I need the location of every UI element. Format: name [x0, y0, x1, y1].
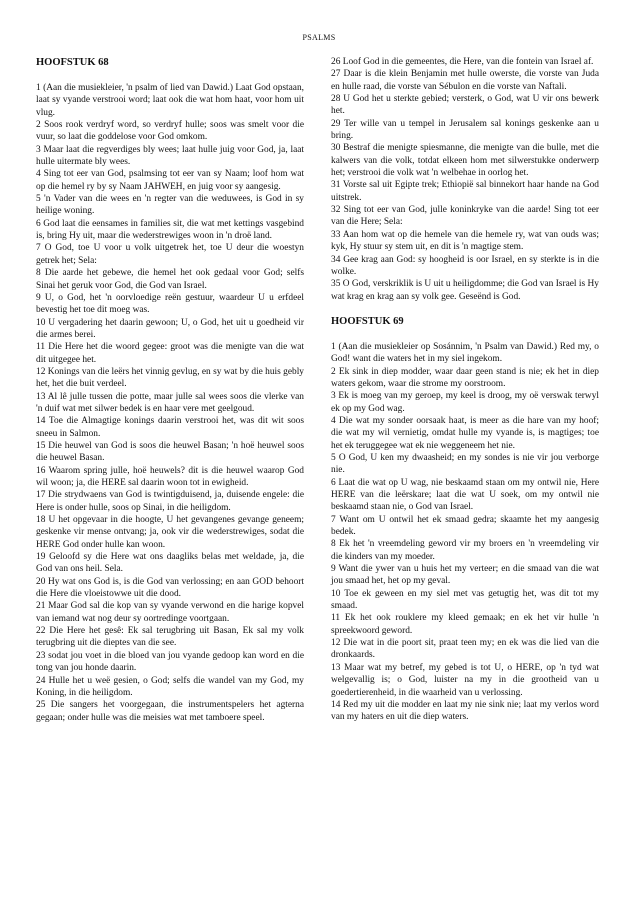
chapter-heading-68: HOOFSTUK 68: [36, 57, 109, 68]
verse-list-68: [36, 82, 304, 724]
verse: 4 Sing tot eer van God, psalmsing tot eer van sy Naam; loof hom wat op die hemel ry by sy Naam JAHWEH, en juig voor sy aangesig.: [36, 169, 304, 192]
verse: 32 Sing tot eer van God, julle koninkryke van die aarde! Sing tot eer van die Here; Sela:: [331, 205, 599, 228]
verse: 16 Waarom spring julle, hoë heuwels? dit is die heuwel waarop God wil woon; ja, die HERE sal daarin woon tot in ewigheid.: [36, 465, 304, 488]
verse: 13 Maar wat my betref, my gebed is tot U, o HERE, op 'n tyd wat welgevallig is; o God, luister na my in die grootheid van u goedertierenheid, in die waarheid van u verlossing.: [331, 662, 599, 698]
verse: 3 Ek is moeg van my geroep, my keel is droog, my oë verswak terwyl ek op my God wag.: [331, 391, 599, 414]
verse: 6 God laat die eensames in families sit, die wat met kettings vasgebind is, bring Hy uit, maar die wederstrewiges woon in 'n droë land.: [36, 218, 304, 242]
verse-list-68-continued: [331, 56, 599, 303]
verse: 29 Ter wille van u tempel in Jerusalem sal konings geskenke aan u bring.: [331, 118, 599, 142]
verse: 30 Bestraf die menigte spiesmanne, die menigte van die bulle, met die kalwers van die volk, totdat elkeen hom met silwerstukke onderwerp het; verstrooi die volk wat 'n welbehae in oorlog het.: [331, 143, 599, 179]
verse: 17 Die strydwaens van God is twintigduisend, ja, duisende engele: die Here is onder hulle, soos op Sinai, in die heiligdom.: [36, 490, 304, 513]
verse: 11 Die Here het die woord gegee: groot was die menigte van die wat dit uitgegee het.: [36, 342, 304, 365]
left-column: [36, 56, 304, 724]
verse: 13 Al lê julle tussen die potte, maar julle sal wees soos die vlerke van 'n duif wat met silwer bedek is en haar vere met geelgoud.: [36, 391, 304, 414]
verse: 31 Vorste sal uit Egipte trek; Ethiopië sal binnekort haar hande na God uitstrek.: [331, 180, 599, 203]
verse: 14 Toe die Almagtige konings daarin verstrooi het, was dit wit soos sneeu in Salmon.: [36, 416, 304, 439]
verse: 35 O God, verskriklik is U uit u heiligdomme; die God van Israel is Hy wat krag en krag aan sy volk gee. Geseënd is God.: [331, 279, 599, 302]
verse: 2 Soos rook verdryf word, so verdryf hulle; soos was smelt voor die vuur, so laat die goddelose voor God omkom.: [36, 120, 304, 143]
verse: 33 Aan hom wat op die hemele van die hemele ry, wat van ouds was; kyk, Hy stuur sy stem uit, en dit is 'n magtige stem.: [331, 229, 599, 253]
verse: 2 Ek sink in diep modder, waar daar geen stand is nie; ek het in diep waters gekom, waar die strome my oorstroom.: [331, 366, 599, 389]
verse: 5 O God, U ken my dwaasheid; en my sondes is nie vir jou verborge nie.: [331, 452, 599, 476]
verse: 25 Die sangers het voorgegaan, die instrumentspelers het agterna gegaan; onder hulle was die meisies wat met tamboere speel.: [36, 700, 304, 723]
verse: 23 sodat jou voet in die bloed van jou vyande gedoop kan word en die tong van jou honde daarin.: [36, 650, 304, 674]
verse: 22 Die Here het gesê: Ek sal terugbring uit Basan, Ek sal my volk terugbring uit die dieptes van die see.: [36, 626, 304, 649]
verse: 8 Ek het 'n vreemdeling geword vir my broers en 'n vreemdeling vir die kinders van my moeder.: [331, 539, 599, 562]
verse: 15 Die heuwel van God is soos die heuwel Basan; 'n hoë heuwel soos die heuwel Basan.: [36, 440, 304, 464]
verse: 6 Laat die wat op U wag, nie beskaamd staan om my ontwil nie, Here HERE van die leërskare; laat die wat U soek, om my ontwil nie beskaamd staan nie, o God van Israel.: [331, 477, 599, 513]
verse: 1 (Aan die musiekleier op Sosánnim, 'n Psalm van Dawid.) Red my, o God! want die waters het in my siel ingekom.: [331, 341, 599, 365]
right-column: [331, 56, 599, 724]
verse: 5 'n Vader van die wees en 'n regter van die weduwees, is God in sy heilige woning.: [36, 194, 304, 217]
running-head: PSALMS: [302, 33, 336, 42]
verse: 19 Geloofd sy die Here wat ons daagliks belas met weldade, ja, die God van ons heil. Sela.: [36, 552, 304, 575]
verse: 28 U God het u sterkte gebied; versterk, o God, wat U vir ons bewerk het.: [331, 94, 599, 117]
verse-list-69: [331, 341, 599, 724]
verse: 14 Red my uit die modder en laat my nie sink nie; laat my verlos word van my haters en uit die diep waters.: [331, 699, 599, 723]
verse: 1 (Aan die musiekleier, 'n psalm of lied van Dawid.) Laat God opstaan, laat sy vyande verstrooi word; laat ook die wat hom haat, voor hom uit vlug.: [36, 83, 304, 118]
verse: 24 Hulle het u weë gesien, o God; selfs die wandel van my God, my Koning, in die heiligdom.: [36, 675, 304, 698]
verse: 10 Toe ek geween en my siel met vas getugtig het, was dit tot my smaad.: [331, 588, 599, 612]
chapter-spacer: [331, 303, 599, 315]
verse: 12 Die wat in die poort sit, praat teen my; en ek was die lied van die dronkaards.: [331, 638, 599, 661]
verse: 10 U vergadering het daarin gewoon; U, o God, het uit u goedheid vir die armes berei.: [36, 317, 304, 340]
verse: 26 Loof God in die gemeentes, die Here, van die fontein van Israel af.: [331, 57, 594, 67]
verse: 34 Gee krag aan God: sy hoogheid is oor Israel, en sy sterkte is in die wolke.: [331, 254, 599, 277]
verse: 7 Want om U ontwil het ek smaad gedra; skaamte het my aangesig bedek.: [331, 514, 599, 538]
verse: 27 Daar is die klein Benjamin met hulle owerste, die vorste van Juda en hulle raad, die vorste van Sébulon en die vorste van Naftali.: [331, 69, 599, 92]
verse: 8 Die aarde het gebewe, die hemel het ook gedaal voor God; selfs Sinai het geruk voor God, die God van Israel.: [36, 268, 304, 291]
verse: 7 O God, toe U voor u volk uitgetrek het, toe U deur die woestyn getrek het; Sela:: [36, 243, 304, 266]
chapter-heading-69: HOOFSTUK 69: [331, 315, 404, 327]
verse: 20 Hy wat ons God is, is die God van verlossing; en aan GOD behoort die Here die vloeistowwe uit die dood.: [36, 576, 304, 600]
verse: 21 Maar God sal die kop van sy vyande verwond en die harige kopvel van iemand wat nog deur sy oortredinge voortgaan.: [36, 601, 304, 624]
verse: 3 Maar laat die regverdiges bly wees; laat hulle juig voor God, ja, laat hulle uitermate bly wees.: [36, 144, 304, 168]
verse: 12 Konings van die leërs het vinnig gevlug, en sy wat by die huis gebly het, het die buit verdeel.: [36, 366, 304, 390]
verse: 18 U het opgevaar in die hoogte, U het gevangenes gevange geneem; geskenke vir mense ontvang; ja, ook vir die wederstrewiges, sodat die HERE God onder hulle kan woon.: [36, 515, 304, 550]
verse: 4 Die wat my sonder oorsaak haat, is meer as die hare van my hoof; die wat my wil vernietig, omdat hulle my vyande is, is magtiges; toe het ek teruggegee wat ek nie weggeneem het nie.: [331, 415, 599, 451]
verse: 9 U, o God, het 'n oorvloedige reën gestuur, waardeur U u erfdeel bevestig het toe dit moeg was.: [36, 292, 304, 316]
verse: 9 Want die ywer van u huis het my verteer; en die smaad van die wat jou smaad het, het op my geval.: [331, 564, 599, 587]
verse: 11 Ek het ook rouklere my kleed gemaak; en ek het vir hulle 'n spreekwoord geword.: [331, 613, 599, 636]
